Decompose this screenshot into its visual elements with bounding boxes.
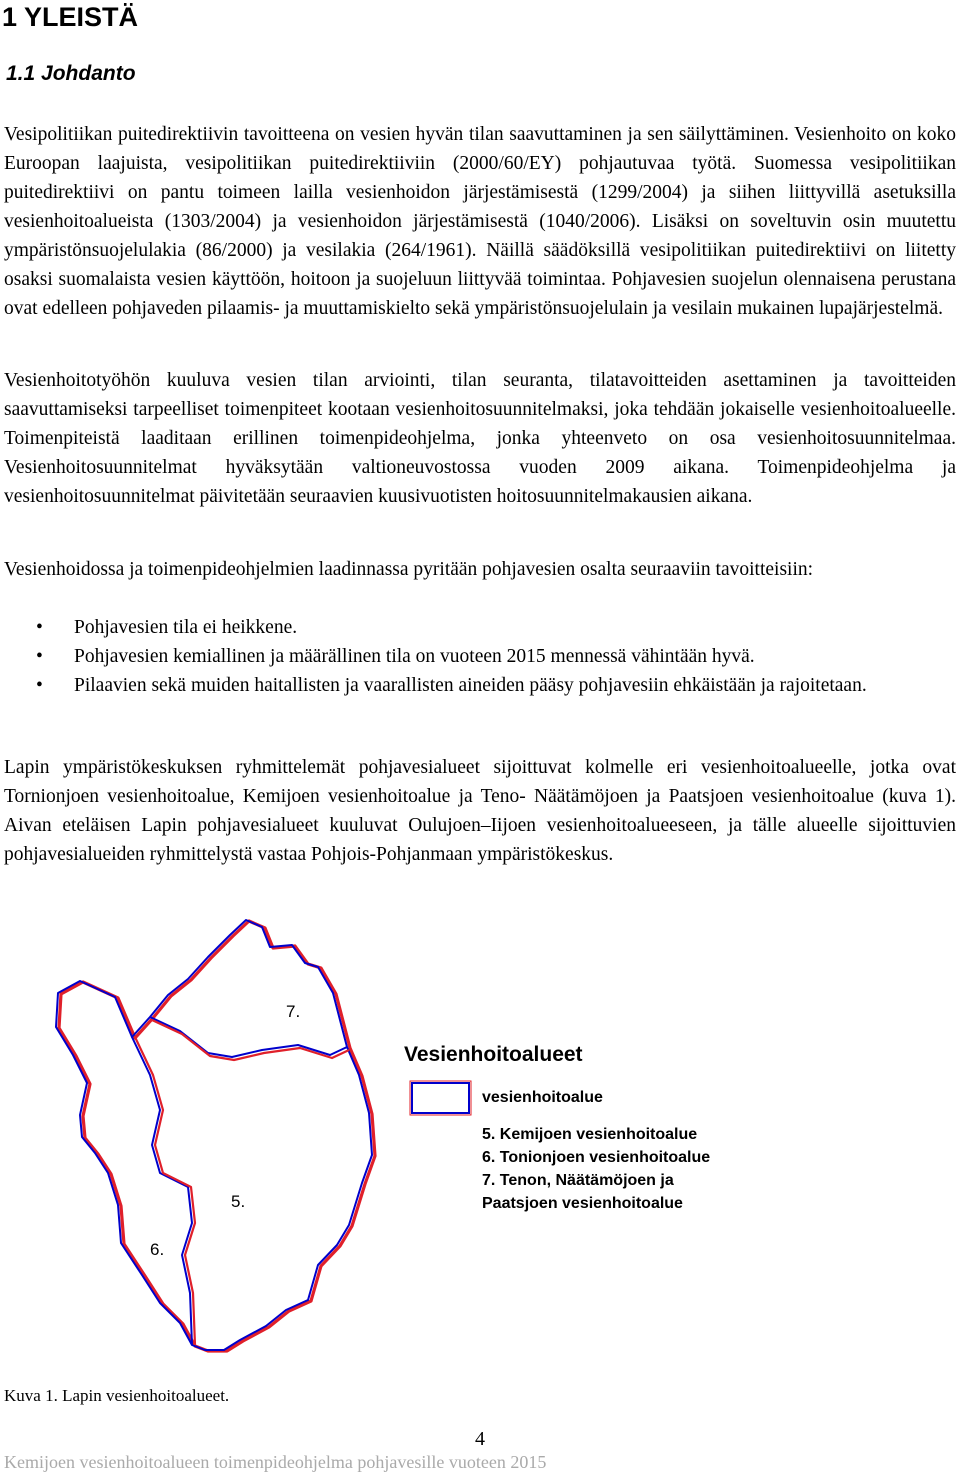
paragraph-goals-intro: Vesienhoidossa ja toimenpideohjelmien laadinnassa pyritään pohjavesien osalta seuraaviin tavoitteisiin: <box>4 559 814 580</box>
boundary-7-5-red <box>152 1020 349 1060</box>
section-heading: 1.1 Johdanto <box>6 62 136 85</box>
list-item <box>4 642 956 671</box>
region-label-6: 6. <box>150 1240 165 1259</box>
boundary-6-5 <box>132 1037 192 1345</box>
list-item <box>4 671 956 700</box>
legend-item: 7. Tenon, Näätämöjoen ja <box>482 1172 674 1189</box>
map-figure <box>0 905 960 1375</box>
paragraph-management-plan: Vesienhoitotyöhön kuuluva vesien tilan arviointi, tilan seuranta, tilatavoitteiden asettaminen ja tavoitteiden saavuttamiseksi tarpeelliset toimenpiteet kootaan vesienhoitosuunnitelmaksi, joka tehdään jokaiselle vesienhoitoalueelle. Toimenpiteistä laaditaan erillinen toimenpideohjelma, jonka yhteenveto on osa vesienhoitosuunnitelmaa. Vesienhoitosuunnitelmat hyväksytään valtioneuvostossa vuoden 2009 aikana. Toimenpideohjelma ja vesienhoitosuunnitelmat päivitetään seuraavien kuusivuotisten hoitosuunnitelmakausien aikana. <box>4 370 956 507</box>
figure-caption: Kuva 1. Lapin vesienhoitoalueet. <box>4 1386 230 1405</box>
chapter-heading: 1 YLEISTÄ <box>2 2 139 32</box>
map-svg <box>0 905 960 1375</box>
legend-item: 5. Kemijoen vesienhoitoalue <box>482 1126 698 1143</box>
region-label-5: 5. <box>231 1192 246 1211</box>
region-outline-blue <box>56 920 372 1350</box>
legend-item: Paatsjoen vesienhoitoalue <box>482 1195 683 1212</box>
page-footer: Kemijoen vesienhoitoalueen toimenpideohjelma pohjavesille vuoteen 2015 <box>4 1452 547 1472</box>
list-item-text: Pohjavesien tila ei heikkene. <box>74 617 298 638</box>
boundary-7-5 <box>150 1017 347 1057</box>
bullet-icon: • <box>36 646 43 667</box>
legend-item: 6. Tonionjoen vesienhoitoalue <box>482 1149 711 1166</box>
bullet-icon: • <box>36 617 43 638</box>
region-label-7: 7. <box>286 1002 301 1021</box>
list-item-text: Pohjavesien kemiallinen ja määrällinen tila on vuoteen 2015 mennessä vähintään hyvä. <box>74 646 755 667</box>
boundary-6-5-red <box>135 1037 195 1345</box>
paragraph-intro: Vesipolitiikan puitedirektiivin tavoitteena on vesien hyvän tilan saavuttaminen ja sen säilyttäminen. Vesienhoito on koko Euroopan laajuista, vesipolitiikan puitedirektiiviin (2000/60/EY) pohjautuvaa työtä. Suomessa vesipolitiikan puitedirektiivi on pantu toimeen lailla vesienhoidon järjestämisestä (1299/2004) ja siihen liittyvillä asetuksilla vesienhoitoalueista (1303/2004) ja vesienhoidon järjestämisestä (1040/2006). Lisäksi on soveltuvin osin muutettu ympäristönsuojelulakia (86/2000) ja vesilakia (264/1961). Näillä säädöksillä vesipolitiikan puitedirektiivi on liitetty osaksi suomalaista vesien käyttöön, hoitoon ja suojeluun liittyvää toimintaa. Pohjavesien suojelun olennaisena perustana ovat edelleen pohjaveden pilaamis- ja muuttamiskielto sekä ympäristönsuojelulain ja vesilain mukainen lupajärjestelmä. <box>4 124 956 319</box>
page-number: 4 <box>475 1428 485 1450</box>
list-item <box>4 613 956 642</box>
bullet-icon: • <box>36 675 43 696</box>
legend-swatch-label: vesienhoitoalue <box>482 1089 603 1106</box>
goals-list <box>4 613 956 700</box>
paragraph-lapland-regions: Lapin ympäristökeskuksen ryhmittelemät pohjavesialueet sijoittuvat kolmelle eri vesienhoitoalueelle, jotka ovat Tornionjoen vesienhoitoalue, Kemijoen vesienhoitoalue ja Teno- Näätämöjoen ja Paatsjoen vesienhoitoalue (kuva 1). Aivan eteläisen Lapin pohjavesialueet kuuluvat Oulujoen–Iijoen vesienhoitoalueeseen, ja tälle alueelle sijoittuvien pohjavesialueiden ryhmittelystä vastaa Pohjois-Pohjanmaan ympäristökeskus. <box>4 757 956 865</box>
legend-swatch-red-icon <box>410 1081 471 1115</box>
legend-title: Vesienhoitoalueet <box>404 1043 583 1066</box>
legend-swatch-icon <box>412 1083 469 1113</box>
map-outline-blue <box>56 920 372 1350</box>
list-item-text: Pilaavien sekä muiden haitallisten ja vaarallisten aineiden pääsy pohjavesiin ehkäistään ja rajoitetaan. <box>74 675 867 696</box>
